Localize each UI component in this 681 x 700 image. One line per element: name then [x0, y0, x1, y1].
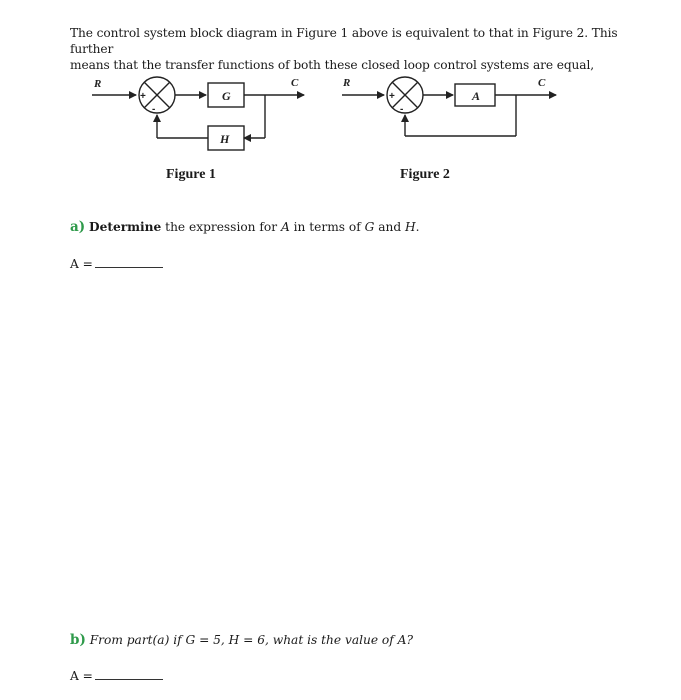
intro-line-2: means that the transfer functions of both these closed loop control systems are equal,: [70, 58, 595, 72]
answer-b-prefix: A =: [70, 669, 93, 683]
fig2-output-label: C: [538, 77, 546, 89]
figure-1-caption: Figure 1: [166, 167, 216, 182]
answer-a-prefix: A =: [70, 257, 93, 271]
fig1-input-label: R: [94, 78, 102, 90]
question-b-text: From part(a) if G = 5, H = 6, what is the value of A?: [89, 633, 413, 647]
fig2-a-label: A: [472, 89, 481, 103]
question-a-verb: Determine: [89, 220, 162, 234]
fig1-output-label: C: [291, 77, 299, 89]
block-diagrams: [0, 0, 681, 200]
intro-line-1: The control system block diagram in Figure 1 above is equivalent to that in Figure 2. This further: [70, 26, 618, 56]
figure-2-caption: Figure 2: [400, 167, 450, 182]
question-a-letter: a): [70, 219, 86, 235]
answer-b-blank[interactable]: [95, 668, 163, 680]
answer-a-line: [70, 256, 163, 271]
fig2-input-label: R: [343, 77, 351, 89]
question-a: a) Determine the expression for A in terms of G and H.: [70, 219, 420, 235]
question-b-letter: b): [70, 632, 86, 648]
figure-1-diagram: [92, 77, 304, 150]
fig2-minus-sign: -: [400, 104, 404, 115]
fig2-plus-sign: +: [389, 91, 395, 102]
fig1-minus-sign: -: [152, 104, 156, 115]
figure-2-diagram: [342, 77, 556, 136]
question-b: [70, 632, 413, 648]
fig1-g-label: G: [222, 89, 231, 103]
fig1-h-label: H: [220, 132, 230, 146]
answer-a-blank[interactable]: [95, 256, 163, 268]
answer-b-line: [70, 668, 163, 683]
fig1-plus-sign: +: [140, 91, 146, 102]
